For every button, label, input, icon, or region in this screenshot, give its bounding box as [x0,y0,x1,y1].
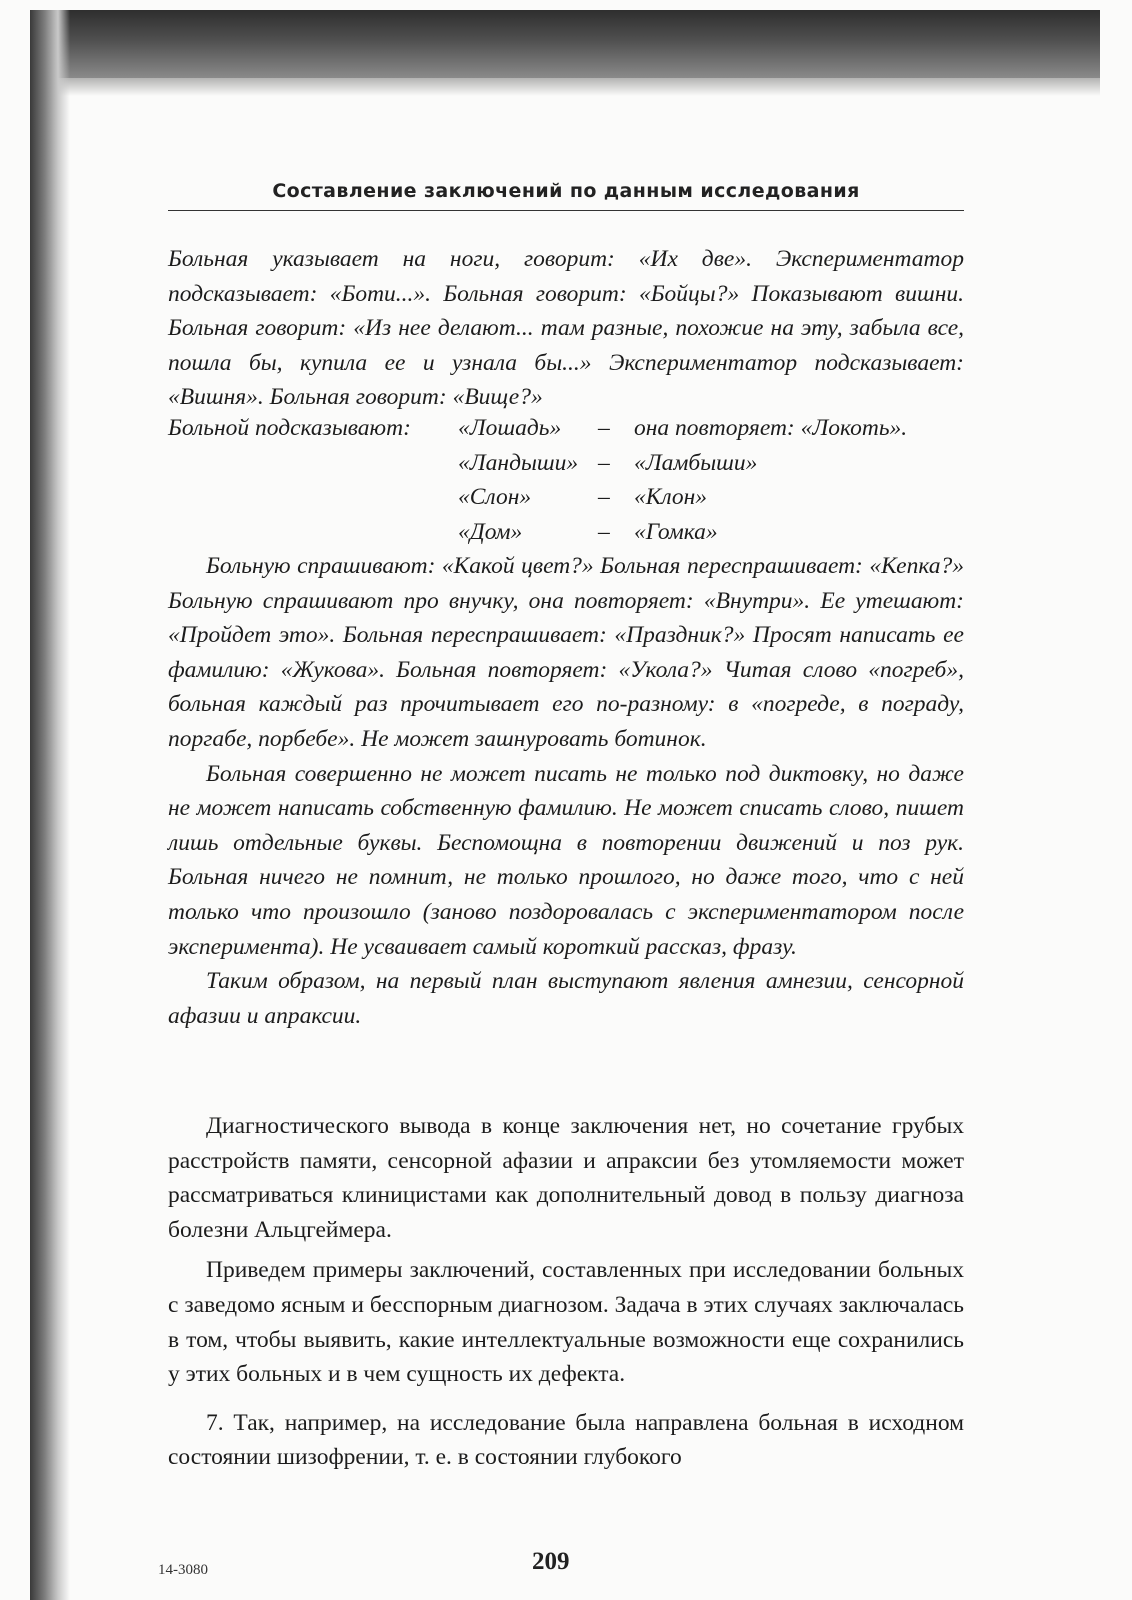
case-paragraph-2: Больную спрашивают: «Какой цвет?» Больная переспрашивает: «Кепка?» Больную спрашивают про внучку, она повторяет: «Внутри». Ее утешают: «Пройдет это». Больная переспрашивает: «Праздник?» Просят написать ее фамилию: «Жукова». Больная повторяет: «Укола?» Читая слово «погреб», больная каждый раз прочитывает его по-разному: в «погреде, в поград‌у, поргабе, порбебе». Не может зашнуровать ботинок. [168,553,964,752]
word-pair-row [168,411,968,446]
dash: – [598,484,610,511]
given-word: «Дом» [458,518,523,545]
dash: – [598,518,610,545]
case-paragraph-3: Больная совершенно не может писать не только под диктовку, но даже не может написать собственную фамилию. Не может списать слово, пишет лишь отдельные буквы. Беспомощна в повторении движений и поз рук. Больная ничего не помнит, не только прошлого, но даже того, что с ней только что произошло (заново поздоровалась с экспериментатором после эксперимента). Не усваивает самый короткий рассказ, фразу. [168,760,964,960]
scan-shadow-top [30,10,1100,78]
response-word: она повторяет: «Локоть». [634,415,908,441]
response-word: «Клон» [634,484,708,511]
body-paragraph-1: Диагностического вывода в конце заключения нет, но сочетание грубых расстройств памяти, сенсорной афазии и апраксии без утомляемости может рассматриваться клиницистами как дополнительный довод в пользу диагноза болезни Альцгеймера. [168,1113,964,1243]
given-word: «Ландыши» [458,449,579,476]
scan-shadow-fade [30,78,1100,96]
header-rule [168,210,964,211]
dash: – [598,449,610,476]
running-head: Составление заключений по данным исследования [272,180,860,202]
case-intro-paragraph: Больная указывает на ноги, говорит: «Их две». Экспериментатор подсказывает: «Боти...». Больная говорит: «Бойцы?» Показывают вишни. Больная говорит: «Из нее делают... там разные, похожие на эту, забыла все, пошла бы, купила ее и узнала бы...» Экспериментатор подсказывает: «Вишня». Больная говорит: «Вище?» [168,246,964,411]
response-word: «Гомка» [634,518,718,545]
page-number: 209 [532,1548,570,1575]
body-paragraph-3: 7. Так, например, на исследование была направлена больная в исходном состоянии шизофрении, т. е. в состоянии глубокого [168,1409,964,1471]
body-paragraph-2: Приведем примеры заключений, составленных при исследовании больных с заведомо ясным и бесспорным диагнозом. Задача в этих случаях заключалась в том, чтобы выявить, какие интеллектуальные возможности еще сохранились у этих больных и в чем сущность их дефекта. [168,1257,964,1388]
case-observations-block [168,549,964,1033]
response-word: «Ламбыши» [634,449,758,476]
word-repetition-list [168,411,968,549]
scan-shadow-spine [30,10,70,1600]
case-intro-block [168,242,964,415]
given-word: «Слон» [458,484,532,511]
printer-code: 14-3080 [158,1562,208,1578]
word-pair-row [168,446,968,481]
word-pair-row [168,480,968,515]
dash: – [598,415,610,441]
case-paragraph-4: Таким образом, на первый план выступают явления амнезии, сенсорной афазии и апраксии. [168,968,964,1029]
given-word: «Лошадь» [458,415,562,441]
word-pair-row [168,515,968,550]
main-text-block [168,1109,964,1475]
prompt-label: Больной подсказывают: [168,415,411,441]
